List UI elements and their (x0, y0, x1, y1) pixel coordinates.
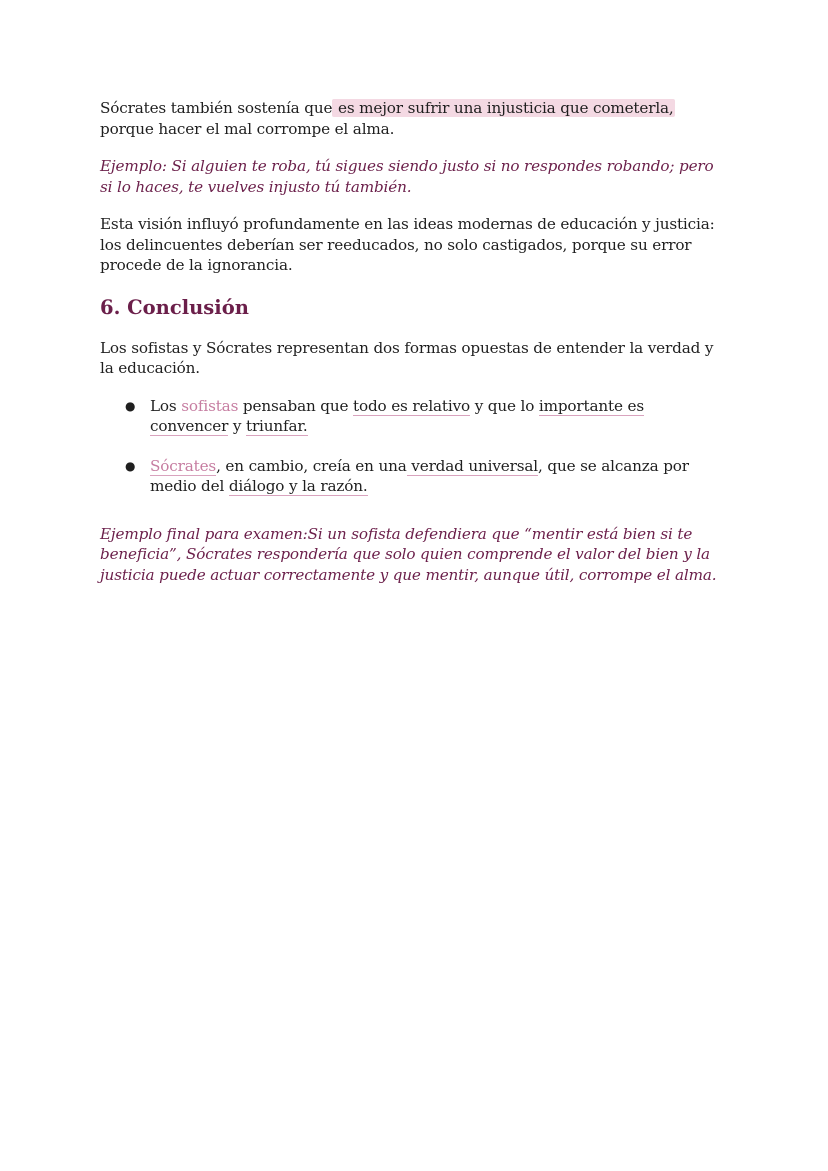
term-sofistas: sofistas (181, 396, 239, 415)
example-robbery: Ejemplo: Si alguien te roba, tú sigues siendo justo si no respondes robando; pero si lo haces, te vuelves injusto tú también. (100, 157, 714, 196)
paragraph-text-end: porque hacer el mal corrompe el alma. (100, 119, 395, 138)
underlined-phrase: verdad universal (406, 456, 539, 475)
conclusion-list (100, 396, 725, 497)
document-page (100, 98, 725, 585)
list-text: Los (150, 396, 182, 415)
highlighted-phrase: es mejor sufrir una injusticia que cometerla, (333, 99, 674, 117)
section-heading: 6. Conclusión (100, 295, 249, 319)
list-text: y que lo (470, 396, 539, 415)
paragraph-text-start: Sócrates también sostenía que (100, 99, 333, 117)
term-socrates: Sócrates (150, 456, 217, 475)
final-exam-example: Ejemplo final para examen:Si un sofista defendiera que “mentir está bien si te beneficia”, Sócrates respondería que solo quien comprende el valor del bien y la justicia puede actuar correctamente y que mentir, aunque útil, corrompe el alma. (100, 524, 717, 584)
list-text: , que se alcanza por medio del (150, 456, 689, 495)
list-text: , en cambio, creía en una (216, 456, 407, 475)
list-item-socrates (100, 456, 725, 497)
underlined-phrase: diálogo y la razón. (228, 477, 368, 495)
education-justice-paragraph: Esta visión influyó profundamente en las ideas modernas de educación y justicia: los delincuentes deberían ser reeducados, no solo castigados, porque su error procede de la ignorancia. (100, 215, 715, 274)
socrates-injustice-paragraph (100, 98, 725, 139)
underlined-phrase: importante es convencer (150, 396, 644, 435)
underlined-phrase: triunfar. (245, 417, 308, 435)
bullet-icon: ● (125, 458, 136, 473)
list-text: pensaban que (238, 396, 354, 415)
list-text: y (228, 417, 246, 435)
underlined-phrase: todo es relativo (353, 396, 471, 415)
list-item-sofistas (100, 396, 725, 437)
conclusion-intro: Los sofistas y Sócrates representan dos formas opuestas de entender la verdad y la educación. (100, 338, 714, 377)
bullet-icon: ● (125, 398, 136, 413)
